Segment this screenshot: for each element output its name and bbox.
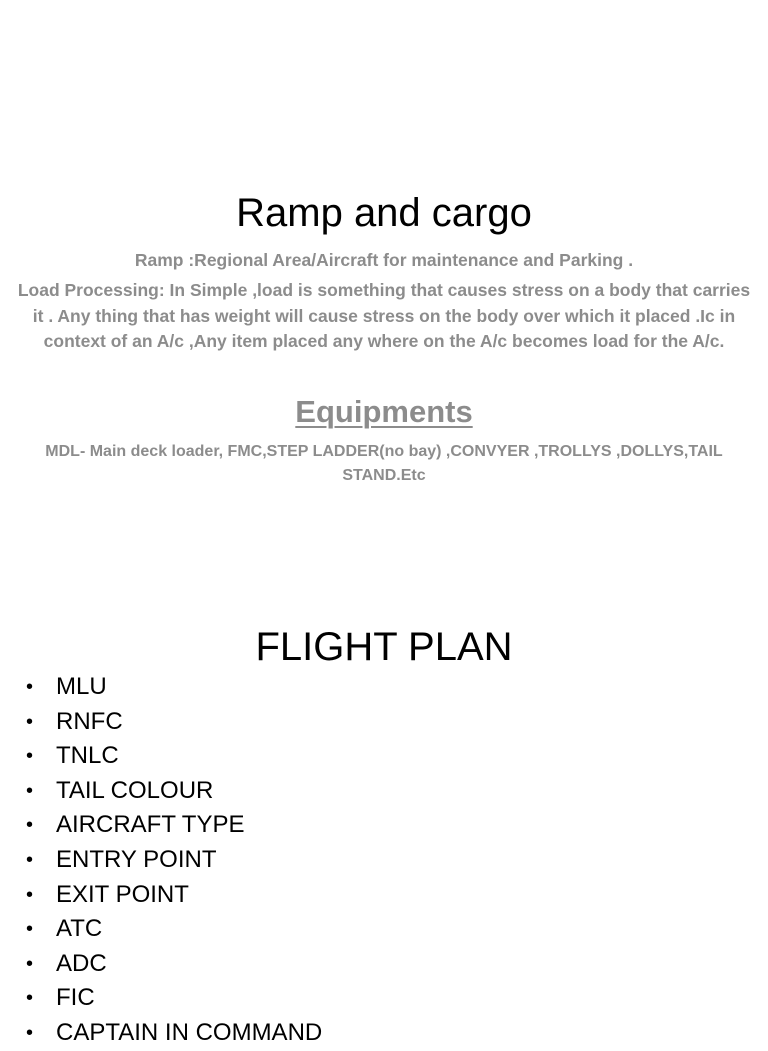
- bullet-icon: •: [26, 987, 34, 1010]
- list-item-label: ATC: [56, 915, 103, 943]
- slide-flight-plan: [0, 576, 768, 1046]
- list-item-label: CAPTAIN IN COMMAND: [56, 1018, 323, 1046]
- bullet-icon: •: [26, 883, 34, 906]
- bullet-icon: •: [26, 676, 34, 698]
- bullet-icon: •: [26, 814, 34, 837]
- list-item-label: MLU: [56, 673, 107, 700]
- bullet-icon: •: [26, 1021, 34, 1044]
- bullet-icon: •: [26, 745, 34, 768]
- flight-plan-title: FLIGHT PLAN: [255, 625, 513, 669]
- load-processing-paragraph: Load Processing: In Simple ,load is something that causes stress on a body that carries it . Any thing that has weight will cause stress on the body over which it placed .Ic in context of an A/c ,Any item placed any where on the A/c becomes load for the A/c.: [17, 280, 751, 351]
- list-item-label: ADC: [56, 949, 107, 977]
- list-item-label: FIC: [56, 984, 95, 1012]
- list-item-label: TAIL COLOUR: [56, 776, 214, 804]
- ramp-definition: Ramp :Regional Area/Aircraft for maintenance and Parking .: [134, 250, 634, 270]
- list-item-label: ENTRY POINT: [56, 845, 217, 873]
- list-item-label: RNFC: [56, 707, 123, 735]
- bullet-icon: •: [26, 918, 34, 941]
- bullet-icon: •: [26, 952, 34, 975]
- page-title: Ramp and cargo: [236, 191, 532, 235]
- bullet-icon: •: [26, 779, 34, 802]
- equipments-heading: Equipments: [295, 394, 473, 429]
- list-item-label: AIRCRAFT TYPE: [56, 811, 245, 839]
- bullet-icon: •: [26, 710, 34, 733]
- list-item-label: EXIT POINT: [56, 880, 189, 908]
- equipments-list-text: MDL- Main deck loader, FMC,STEP LADDER(no bay) ,CONVYER ,TROLLYS ,DOLLYS,TAIL STAND.Etc: [45, 443, 723, 484]
- list-item-label: TNLC: [56, 742, 119, 770]
- bullet-icon: •: [26, 848, 34, 871]
